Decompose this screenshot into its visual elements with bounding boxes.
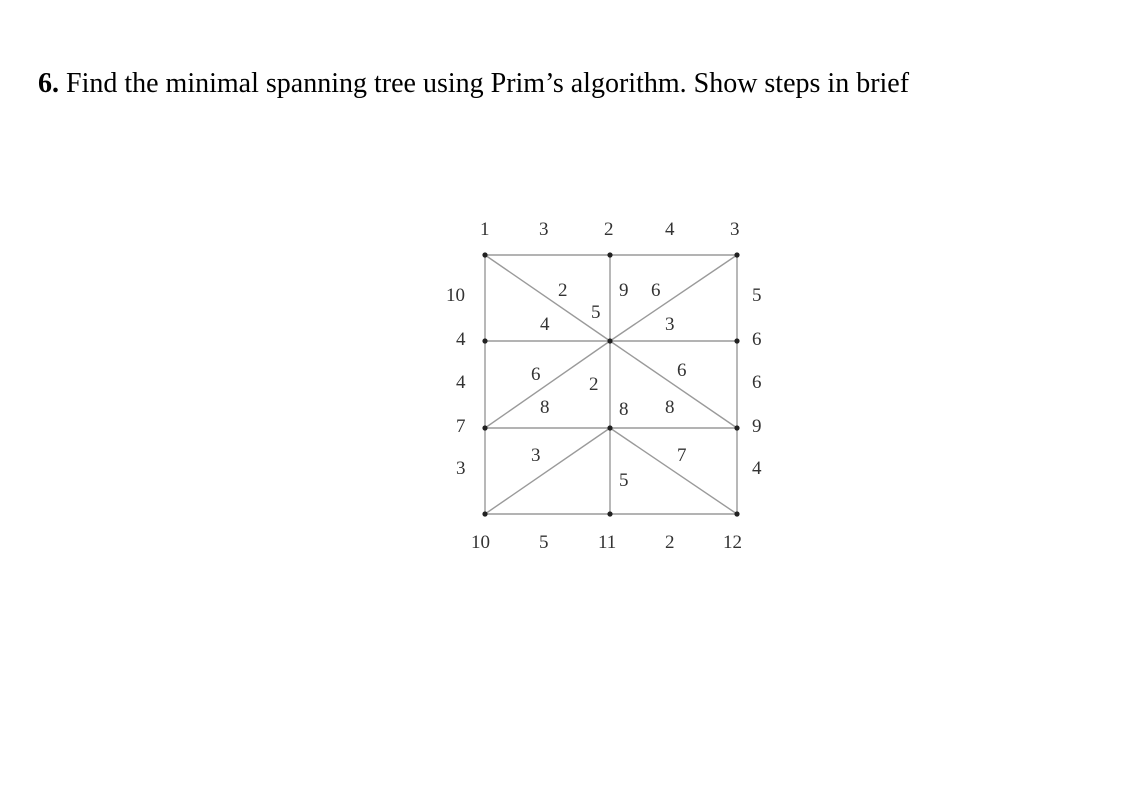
label-bottom-10: 10 [471, 532, 490, 553]
weight-E-I: 6 [677, 360, 687, 381]
node-C [734, 252, 739, 257]
weight-G-J: 3 [456, 458, 466, 479]
question-body: Find the minimal spanning tree using Prim’s algorithm. Show steps in brief [66, 68, 910, 99]
label-inner-8a: 8 [619, 399, 629, 420]
graph-nodes [482, 252, 739, 516]
weight-E-H: 2 [589, 374, 599, 395]
node-I [734, 425, 739, 430]
label-inner-9: 9 [619, 280, 629, 301]
label-bottom-12: 12 [723, 532, 742, 553]
label-top-3: 3 [730, 219, 740, 240]
question-number: 6. [38, 68, 59, 99]
node-D [482, 338, 487, 343]
weight-H-I: 8 [665, 397, 675, 418]
weight-B-C: 4 [665, 219, 675, 240]
edge-H-L [610, 428, 737, 514]
node-K [607, 511, 612, 516]
label-right-9: 9 [752, 416, 762, 437]
weight-J-H: 3 [531, 445, 541, 466]
label-right-6a: 6 [752, 329, 762, 350]
node-A [482, 252, 487, 257]
label-left-7: 7 [456, 416, 466, 437]
weight-C-E: 6 [651, 280, 661, 301]
weight-E-F: 3 [665, 314, 675, 335]
label-top-1: 1 [480, 219, 490, 240]
node-H [607, 425, 612, 430]
label-left-4: 4 [456, 372, 466, 393]
weight-A-B: 3 [539, 219, 549, 240]
node-E [607, 338, 612, 343]
weight-I-L: 4 [752, 458, 762, 479]
weight-K-L: 2 [665, 532, 675, 553]
weight-D-G: 4 [456, 329, 466, 350]
edge-weight-labels [446, 219, 762, 553]
weight-B-E: 5 [591, 302, 601, 323]
weight-J-K: 5 [539, 532, 549, 553]
node-L [734, 511, 739, 516]
weight-H-K: 5 [619, 470, 629, 491]
node-F [734, 338, 739, 343]
weight-A-E: 2 [558, 280, 568, 301]
weight-A-D: 10 [446, 285, 465, 306]
node-J [482, 511, 487, 516]
graph-edges [485, 255, 737, 514]
weight-C-F: 5 [752, 285, 762, 306]
node-G [482, 425, 487, 430]
label-bottom-11: 11 [598, 532, 617, 553]
edge-J-H [485, 428, 610, 514]
weight-F-I: 6 [752, 372, 762, 393]
weight-G-H: 8 [540, 397, 550, 418]
weight-G-E: 6 [531, 364, 541, 385]
label-top-2: 2 [604, 219, 614, 240]
node-B [607, 252, 612, 257]
weight-H-L: 7 [677, 445, 687, 466]
label-inner-4: 4 [540, 314, 550, 335]
